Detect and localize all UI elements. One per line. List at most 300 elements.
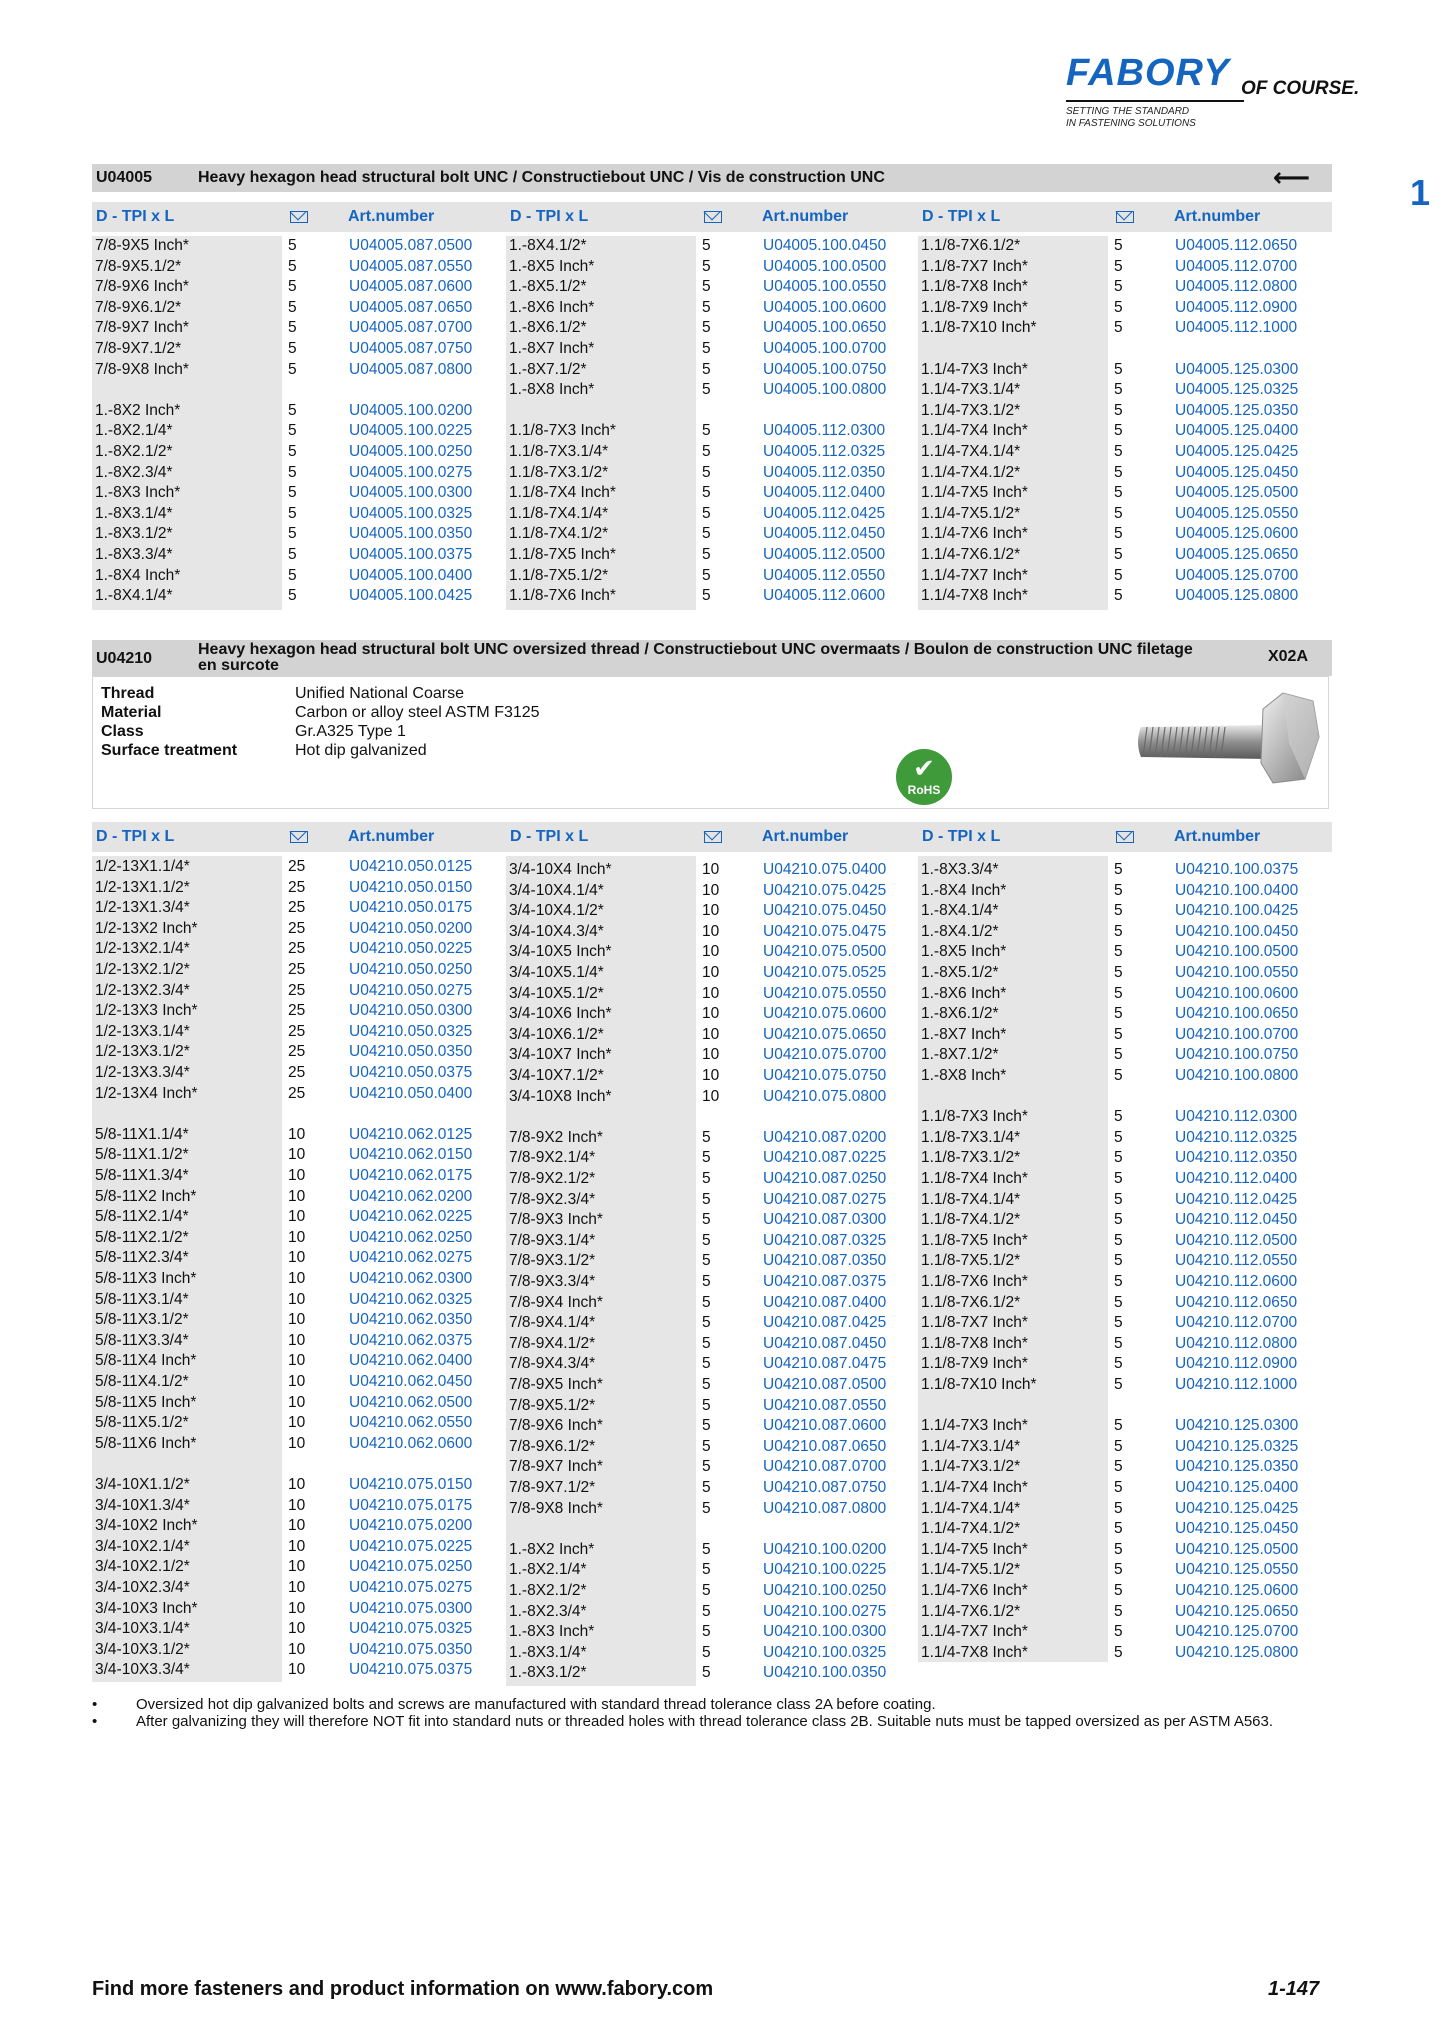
size-cell: 1/2-13X1.1/4* <box>95 858 190 875</box>
qty-cell: 5 <box>288 422 297 440</box>
article-number-link[interactable]: U04210.062.0200 <box>349 1187 473 1205</box>
qty-cell: 5 <box>702 443 711 460</box>
size-cell: 1.1/8-7X5 Inch* <box>921 1231 1028 1249</box>
qty-cell: 10 <box>288 1208 306 1226</box>
article-number-link[interactable]: U04210.062.0325 <box>349 1290 473 1308</box>
article-number-link[interactable]: U04210.087.0275 <box>763 1190 887 1208</box>
article-number-link[interactable]: U04210.062.0125 <box>349 1125 473 1143</box>
size-cell: 1.-8X2.3/4* <box>509 1602 587 1620</box>
size-cell: 1.-8X2.3/4* <box>95 463 173 481</box>
qty-cell: 5 <box>1114 1643 1123 1661</box>
qty-cell: 25 <box>288 940 306 958</box>
qty-cell: 10 <box>288 1496 306 1514</box>
article-number-link[interactable]: U04210.100.0225 <box>763 1561 887 1579</box>
rohs-label: RoHS <box>907 783 941 797</box>
article-number-link[interactable]: U04210.087.0450 <box>763 1334 887 1352</box>
section1-header <box>92 164 1332 192</box>
qty-cell: 5 <box>1114 422 1123 440</box>
article-number-link[interactable]: U04210.075.0650 <box>763 1025 887 1043</box>
qty-cell: 10 <box>288 1517 306 1535</box>
article-number-link[interactable]: U04005.125.0325 <box>1175 381 1299 399</box>
article-number-link[interactable]: U04210.062.0450 <box>349 1373 473 1390</box>
article-number-link[interactable]: U04005.112.0600 <box>763 587 886 605</box>
qty-cell: 5 <box>288 566 297 584</box>
qty-cell: 5 <box>702 257 711 275</box>
article-number-link[interactable]: U04005.125.0800 <box>1175 587 1299 605</box>
article-number-link[interactable]: U04210.112.0600 <box>1175 1273 1298 1290</box>
packaging-qty-icon <box>704 831 722 843</box>
article-number-link[interactable]: U04210.100.0600 <box>1175 984 1299 1002</box>
article-number-link[interactable]: U04210.100.0275 <box>763 1602 887 1620</box>
article-number-link[interactable]: U04210.112.1000 <box>1175 1376 1298 1393</box>
article-number-link[interactable]: U04210.100.0350 <box>763 1664 887 1682</box>
article-number-link[interactable]: U04210.112.0900 <box>1175 1355 1298 1373</box>
article-number-link[interactable]: U04005.112.0450 <box>763 525 886 543</box>
size-cell: 1/2-13X4 Inch* <box>95 1084 198 1102</box>
article-number-link[interactable]: U04210.112.0450 <box>1175 1211 1298 1229</box>
article-number-link[interactable]: U04005.112.0300 <box>763 422 886 440</box>
article-number-link[interactable]: U04005.112.0550 <box>763 566 886 584</box>
size-cell: 1.1/8-7X6 Inch* <box>921 1273 1028 1290</box>
article-number-link[interactable]: U04005.100.0650 <box>763 319 887 337</box>
article-number-link[interactable]: U04005.125.0425 <box>1175 443 1299 460</box>
article-number-link[interactable]: U04210.087.0600 <box>763 1417 887 1435</box>
qty-cell: 5 <box>702 1582 711 1599</box>
article-number-link[interactable]: U04210.100.0375 <box>1175 861 1299 878</box>
size-cell: 1.1/4-7X3.1/4* <box>921 381 1021 399</box>
article-number-link[interactable]: U04210.087.0325 <box>763 1231 887 1249</box>
qty-cell: 5 <box>288 443 297 460</box>
article-number-link[interactable]: U04210.050.0400 <box>349 1084 473 1102</box>
article-number-link[interactable]: U04210.125.0550 <box>1175 1561 1299 1579</box>
article-number-link[interactable]: U04210.062.0400 <box>349 1352 473 1370</box>
article-number-link[interactable]: U04005.100.0250 <box>349 443 473 460</box>
article-number-link[interactable]: U04210.087.0250 <box>763 1170 887 1187</box>
article-number-link[interactable]: U04210.050.0250 <box>349 961 473 978</box>
article-number-link[interactable]: U04210.125.0600 <box>1175 1582 1299 1599</box>
article-number-link[interactable]: U04210.050.0225 <box>349 940 473 958</box>
article-number-link[interactable]: U04210.100.0325 <box>763 1643 887 1661</box>
article-number-link[interactable]: U04005.112.0900 <box>1175 298 1298 316</box>
article-number-link[interactable]: U04210.062.0175 <box>349 1167 473 1184</box>
size-cell: 1.-8X3 Inch* <box>95 484 181 502</box>
article-number-link[interactable]: U04210.125.0800 <box>1175 1643 1299 1661</box>
article-number-link[interactable]: U04005.112.0425 <box>763 504 886 522</box>
size-cell: 7/8-9X5.1/2* <box>509 1396 596 1414</box>
size-cell: 1.1/8-7X5.1/2* <box>921 1252 1021 1270</box>
article-number-link[interactable]: U04210.087.0300 <box>763 1211 887 1229</box>
article-number-link[interactable]: U04005.100.0750 <box>763 360 887 378</box>
size-cell: 3/4-10X7.1/2* <box>509 1067 604 1084</box>
article-number-link[interactable]: U04210.050.0175 <box>349 899 473 917</box>
article-number-link[interactable]: U04005.112.0325 <box>763 443 886 460</box>
article-number-link[interactable]: U04210.050.0275 <box>349 981 473 999</box>
article-number-link[interactable]: U04210.100.0650 <box>1175 1005 1299 1023</box>
article-number-link[interactable]: U04210.075.0325 <box>349 1620 473 1638</box>
size-cell: 1.-8X6 Inch* <box>921 984 1007 1002</box>
article-number-link[interactable]: U04210.075.0750 <box>763 1067 887 1084</box>
article-number-link[interactable]: U04210.087.0400 <box>763 1293 887 1311</box>
article-number-link[interactable]: U04210.100.0450 <box>1175 922 1299 940</box>
size-cell: 1.1/4-7X4 Inch* <box>921 422 1028 440</box>
article-number-link[interactable]: U04210.062.0375 <box>349 1331 473 1349</box>
article-number-link[interactable]: U04210.125.0425 <box>1175 1499 1299 1517</box>
article-number-link[interactable]: U04005.100.0350 <box>349 525 473 543</box>
qty-cell: 5 <box>702 1211 711 1229</box>
article-number-link[interactable]: U04210.112.0325 <box>1175 1128 1298 1146</box>
article-number-link[interactable]: U04005.087.0800 <box>349 360 473 378</box>
article-number-link[interactable]: U04210.050.0350 <box>349 1043 473 1061</box>
article-number-link[interactable]: U04210.112.0700 <box>1175 1314 1298 1332</box>
article-number-link[interactable]: U04005.112.0700 <box>1175 257 1298 275</box>
size-cell: 1.1/4-7X3.1/2* <box>921 1458 1021 1476</box>
article-number-link[interactable]: U04210.075.0350 <box>349 1640 473 1658</box>
size-cell: 7/8-9X6 Inch* <box>95 278 189 296</box>
article-number-link[interactable]: U04005.112.0800 <box>1175 278 1298 296</box>
qty-cell: 5 <box>1114 298 1123 316</box>
article-number-link[interactable]: U04210.125.0500 <box>1175 1540 1299 1558</box>
article-number-link[interactable]: U04210.062.0500 <box>349 1393 473 1411</box>
article-number-link[interactable]: U04210.087.0200 <box>763 1128 887 1146</box>
article-number-link[interactable]: U04005.100.0200 <box>349 401 473 419</box>
qty-cell: 5 <box>288 401 297 419</box>
article-number-link[interactable]: U04210.075.0225 <box>349 1537 473 1555</box>
qty-cell: 5 <box>702 1376 711 1393</box>
article-number-link[interactable]: U04210.050.0125 <box>349 858 473 875</box>
article-number-link[interactable]: U04210.100.0550 <box>1175 964 1299 981</box>
hex-bolt-image <box>1133 687 1323 797</box>
article-number-link[interactable]: U04210.100.0800 <box>1175 1067 1299 1084</box>
article-number-link[interactable]: U04210.050.0200 <box>349 919 473 937</box>
size-cell: 1.-8X2.1/2* <box>95 443 173 460</box>
qty-cell: 25 <box>288 961 306 978</box>
size-cell: 1.-8X7.1/2* <box>921 1046 999 1064</box>
article-number-link[interactable]: U04210.050.0325 <box>349 1022 473 1040</box>
article-number-link[interactable]: U04210.075.0500 <box>763 943 887 961</box>
footer-link-text[interactable]: Find more fasteners and product information on www.fabory.com <box>92 1978 714 2000</box>
size-cell: 1.-8X8 Inch* <box>509 381 595 399</box>
size-cell: 7/8-9X7.1/2* <box>509 1479 596 1496</box>
article-number-link[interactable]: U04210.125.0450 <box>1175 1520 1299 1538</box>
article-number-link[interactable]: U04210.062.0150 <box>349 1146 473 1164</box>
size-cell: 7/8-9X7 Inch* <box>509 1458 603 1476</box>
article-number-link[interactable]: U04005.100.0800 <box>763 381 887 399</box>
article-number-link[interactable]: U04210.100.0700 <box>1175 1025 1299 1043</box>
article-number-link[interactable]: U04210.112.0650 <box>1175 1293 1298 1311</box>
article-number-link[interactable]: U04210.075.0150 <box>349 1476 473 1493</box>
qty-cell: 10 <box>288 1249 306 1267</box>
size-cell: 1.-8X3 Inch* <box>509 1623 595 1641</box>
article-number-link[interactable]: U04210.062.0600 <box>349 1434 473 1452</box>
article-number-link[interactable]: U04210.087.0500 <box>763 1376 887 1393</box>
article-number-link[interactable]: U04210.062.0250 <box>349 1228 473 1246</box>
size-cell: 1.1/8-7X6 Inch* <box>509 587 616 605</box>
article-number-link[interactable]: U04005.087.0600 <box>349 278 473 296</box>
size-cell: 7/8-9X4.3/4* <box>509 1355 596 1373</box>
qty-cell: 5 <box>1114 1314 1123 1332</box>
article-number-link[interactable]: U04210.087.0375 <box>763 1273 887 1290</box>
article-number-link[interactable]: U04210.075.0300 <box>349 1599 473 1617</box>
qty-cell: 10 <box>702 902 720 920</box>
article-number-link[interactable]: U04210.112.0500 <box>1175 1231 1298 1249</box>
article-number-link[interactable]: U04005.125.0550 <box>1175 504 1299 522</box>
article-number-link[interactable]: U04210.075.0425 <box>763 881 887 899</box>
article-number-link[interactable]: U04005.100.0400 <box>349 566 473 584</box>
article-number-link[interactable]: U04210.100.0425 <box>1175 902 1299 920</box>
qty-cell: 5 <box>702 237 711 254</box>
article-number-link[interactable]: U04210.062.0225 <box>349 1208 473 1226</box>
qty-cell: 5 <box>1114 902 1123 920</box>
back-arrow-icon[interactable]: ⟵ <box>1272 162 1310 192</box>
size-cell: 1.-8X3.1/2* <box>509 1664 587 1682</box>
section2-code: U04210 <box>96 650 153 667</box>
size-cell: 1.1/4-7X5.1/2* <box>921 504 1021 522</box>
qty-cell: 5 <box>702 319 711 337</box>
size-cell: 1.-8X4.1/4* <box>95 587 173 605</box>
size-cell: 7/8-9X4.1/4* <box>509 1314 596 1332</box>
article-number-link[interactable]: U04210.100.0250 <box>763 1582 887 1599</box>
article-number-link[interactable]: U04210.112.0300 <box>1175 1108 1298 1126</box>
article-number-link[interactable]: U04005.087.0700 <box>349 319 473 337</box>
article-number-link[interactable]: U04210.087.0550 <box>763 1396 887 1414</box>
article-number-link[interactable]: U04005.125.0400 <box>1175 422 1299 440</box>
size-cell: 1.1/4-7X5 Inch* <box>921 484 1028 502</box>
article-number-link[interactable]: U04210.050.0375 <box>349 1064 473 1081</box>
qty-cell: 25 <box>288 1064 306 1081</box>
qty-cell: 5 <box>1114 1025 1123 1043</box>
packaging-qty-icon <box>290 831 308 843</box>
article-number-link[interactable]: U04210.087.0475 <box>763 1355 887 1373</box>
article-number-link[interactable]: U04005.125.0450 <box>1175 463 1299 481</box>
article-number-link[interactable]: U04210.100.0750 <box>1175 1046 1299 1064</box>
article-number-link[interactable]: U04210.087.0750 <box>763 1479 887 1496</box>
article-number-link[interactable]: U04005.100.0225 <box>349 422 473 440</box>
article-number-link[interactable]: U04005.087.0500 <box>349 237 473 254</box>
size-cell: 3/4-10X4 Inch* <box>509 861 612 878</box>
article-number-link[interactable]: U04210.075.0200 <box>349 1517 473 1535</box>
qty-cell: 10 <box>702 861 720 878</box>
article-number-link[interactable]: U04210.125.0400 <box>1175 1479 1299 1496</box>
qty-cell: 5 <box>1114 1005 1123 1023</box>
article-number-link[interactable]: U04210.062.0550 <box>349 1414 473 1432</box>
article-number-link[interactable]: U04210.125.0300 <box>1175 1417 1299 1435</box>
article-number-link[interactable]: U04210.075.0375 <box>349 1661 473 1679</box>
qty-cell: 10 <box>702 922 720 940</box>
qty-cell: 10 <box>288 1331 306 1349</box>
article-number-link[interactable]: U04005.125.0700 <box>1175 566 1299 584</box>
size-cell: 7/8-9X4.1/2* <box>509 1334 596 1352</box>
qty-cell: 5 <box>1114 861 1123 878</box>
qty-cell: 5 <box>1114 566 1123 584</box>
article-number-link[interactable]: U04210.062.0275 <box>349 1249 473 1267</box>
article-number-link[interactable]: U04210.075.0450 <box>763 902 887 920</box>
qty-cell: 10 <box>288 1228 306 1246</box>
article-number-link[interactable]: U04210.087.0225 <box>763 1149 887 1167</box>
size-cell: 7/8-9X6.1/2* <box>95 298 182 316</box>
article-number-link[interactable]: U04005.100.0600 <box>763 298 887 316</box>
size-cell: 7/8-9X2.3/4* <box>509 1190 596 1208</box>
article-number-link[interactable]: U04210.087.0800 <box>763 1499 887 1517</box>
article-number-link[interactable]: U04005.125.0650 <box>1175 546 1299 563</box>
size-cell: 1.1/4-7X6 Inch* <box>921 1582 1028 1599</box>
article-number-link[interactable]: U04210.075.0525 <box>763 964 887 981</box>
size-cell: 1.-8X8 Inch* <box>921 1067 1007 1084</box>
qty-cell: 10 <box>702 1087 720 1105</box>
size-cell: 1.-8X7.1/2* <box>509 360 587 378</box>
qty-cell: 5 <box>1114 1067 1123 1084</box>
qty-cell: 5 <box>1114 1273 1123 1290</box>
size-cell: 1.-8X4.1/4* <box>921 902 999 920</box>
size-cell: 5/8-11X6 Inch* <box>95 1434 197 1452</box>
size-cell: 1.1/8-7X3.1/4* <box>921 1128 1021 1146</box>
qty-cell: 5 <box>1114 278 1123 296</box>
qty-cell: 5 <box>702 1355 711 1373</box>
article-number-link[interactable]: U04210.100.0400 <box>1175 881 1299 899</box>
size-cell: 7/8-9X2 Inch* <box>509 1128 603 1146</box>
spec-value: Hot dip galvanized <box>295 742 427 759</box>
qty-cell: 25 <box>288 981 306 999</box>
article-number-link[interactable]: U04005.112.1000 <box>1175 319 1298 337</box>
qty-cell: 5 <box>702 1170 711 1187</box>
qty-cell: 5 <box>288 319 297 337</box>
article-number-link[interactable]: U04210.062.0350 <box>349 1311 473 1329</box>
article-number-link[interactable]: U04005.112.0500 <box>763 546 886 563</box>
size-cell: 1.1/4-7X7 Inch* <box>921 1623 1028 1641</box>
article-number-link[interactable]: U04005.100.0275 <box>349 463 473 481</box>
size-cell: 1.-8X4 Inch* <box>95 566 181 584</box>
size-cell: 1/2-13X3.3/4* <box>95 1064 190 1081</box>
qty-cell: 5 <box>702 381 711 399</box>
article-number-link[interactable]: U04210.075.0800 <box>763 1087 887 1105</box>
check-icon: ✔ <box>913 753 935 783</box>
qty-cell: 5 <box>1114 381 1123 399</box>
size-cell: 1.-8X5 Inch* <box>921 943 1007 961</box>
col-header-d: D - TPI x L <box>922 208 1001 225</box>
article-number-link[interactable]: U04210.075.0550 <box>763 984 887 1002</box>
article-number-link[interactable]: U04005.125.0500 <box>1175 484 1299 502</box>
size-cell: 7/8-9X4 Inch* <box>509 1293 603 1311</box>
article-number-link[interactable]: U04210.112.0800 <box>1175 1334 1298 1352</box>
qty-cell: 5 <box>702 1314 711 1332</box>
article-number-link[interactable]: U04005.100.0325 <box>349 504 473 522</box>
article-number-link[interactable]: U04210.087.0700 <box>763 1458 887 1476</box>
article-number-link[interactable]: U04005.112.0400 <box>763 484 886 502</box>
article-number-link[interactable]: U04210.125.0325 <box>1175 1437 1299 1455</box>
article-number-link[interactable]: U04210.050.0150 <box>349 878 473 896</box>
qty-cell: 5 <box>1114 587 1123 605</box>
article-number-link[interactable]: U04210.112.0425 <box>1175 1190 1298 1208</box>
article-number-link[interactable]: U04210.075.0700 <box>763 1046 887 1064</box>
size-cell: 1.1/4-7X3 Inch* <box>921 1417 1028 1435</box>
size-cell: 3/4-10X3 Inch* <box>95 1599 198 1617</box>
size-cell: 7/8-9X3.1/4* <box>509 1231 596 1249</box>
article-number-link[interactable]: U04005.100.0550 <box>763 278 887 296</box>
tagline-line-1: SETTING THE STANDARD <box>1066 106 1190 117</box>
article-number-link[interactable]: U04210.100.0500 <box>1175 943 1299 961</box>
size-cell: 5/8-11X3.3/4* <box>95 1331 189 1349</box>
article-number-link[interactable]: U04005.087.0550 <box>349 257 473 275</box>
article-number-link[interactable]: U04210.087.0425 <box>763 1314 887 1332</box>
article-number-link[interactable]: U04210.075.0275 <box>349 1579 473 1596</box>
article-number-link[interactable]: U04005.100.0425 <box>349 587 473 605</box>
size-cell: 1.1/4-7X7 Inch* <box>921 566 1028 584</box>
qty-cell: 5 <box>1114 881 1123 899</box>
size-cell: 5/8-11X5.1/2* <box>95 1414 189 1432</box>
qty-cell: 5 <box>1114 1561 1123 1579</box>
article-number-link[interactable]: U04210.075.0600 <box>763 1005 887 1023</box>
qty-cell: 5 <box>1114 964 1123 981</box>
size-cell: 1.1/8-7X6.1/2* <box>921 237 1021 254</box>
article-number-link[interactable]: U04210.112.0400 <box>1175 1170 1298 1187</box>
article-number-link[interactable]: U04210.125.0650 <box>1175 1602 1299 1620</box>
brand-slogan: OF COURSE. <box>1241 78 1360 99</box>
size-cell: 3/4-10X4.3/4* <box>509 922 604 940</box>
qty-cell: 5 <box>1114 237 1123 254</box>
article-number-link[interactable]: U04005.100.0700 <box>763 340 887 357</box>
article-number-link[interactable]: U04210.062.0300 <box>349 1270 473 1287</box>
article-number-link[interactable]: U04210.125.0350 <box>1175 1458 1299 1476</box>
qty-cell: 25 <box>288 919 306 937</box>
size-cell: 5/8-11X2 Inch* <box>95 1187 197 1205</box>
article-number-link[interactable]: U04005.125.0600 <box>1175 525 1299 543</box>
article-number-link[interactable]: U04210.087.0650 <box>763 1437 887 1455</box>
qty-cell: 10 <box>288 1579 306 1596</box>
article-number-link[interactable]: U04005.100.0375 <box>349 546 473 563</box>
spec-value: Carbon or alloy steel ASTM F3125 <box>295 704 540 721</box>
article-number-link[interactable]: U04210.075.0400 <box>763 861 887 878</box>
article-number-link[interactable]: U04210.087.0350 <box>763 1252 887 1270</box>
tagline-line-2: IN FASTENING SOLUTIONS <box>1066 118 1196 129</box>
size-cell: 1.-8X7 Inch* <box>921 1025 1007 1043</box>
size-cell: 7/8-9X5 Inch* <box>95 237 189 254</box>
article-number-link[interactable]: U04210.075.0475 <box>763 922 887 940</box>
article-number-link[interactable]: U04005.100.0450 <box>763 237 887 254</box>
article-number-link[interactable]: U04210.075.0175 <box>349 1496 473 1514</box>
size-cell: 1.-8X2.1/4* <box>95 422 173 440</box>
qty-cell: 5 <box>702 1293 711 1311</box>
article-number-link[interactable]: U04005.100.0500 <box>763 257 887 275</box>
qty-cell: 5 <box>1114 1293 1123 1311</box>
article-number-link[interactable]: U04210.100.0300 <box>763 1623 887 1641</box>
qty-cell: 5 <box>1114 1128 1123 1146</box>
article-number-link[interactable]: U04005.125.0300 <box>1175 360 1299 378</box>
brand-name: FABORY <box>1066 52 1230 94</box>
size-cell: 1.1/4-7X8 Inch* <box>921 587 1028 605</box>
qty-cell: 5 <box>702 1623 711 1641</box>
qty-cell: 5 <box>1114 463 1123 481</box>
section2-badge: X02A <box>1267 648 1308 665</box>
col-header-art: Art.number <box>348 828 435 845</box>
article-number-link[interactable]: U04005.125.0350 <box>1175 401 1299 419</box>
article-number-link[interactable]: U04005.087.0750 <box>349 340 473 357</box>
article-number-link[interactable]: U04210.112.0550 <box>1175 1252 1298 1270</box>
article-number-link[interactable]: U04210.050.0300 <box>349 1002 473 1020</box>
article-number-link[interactable]: U04005.112.0350 <box>763 463 886 481</box>
article-number-link[interactable]: U04005.087.0650 <box>349 298 473 316</box>
article-number-link[interactable]: U04210.100.0200 <box>763 1540 887 1558</box>
section1-title: Heavy hexagon head structural bolt UNC / Constructiebout UNC / Vis de construction UNC <box>198 169 885 186</box>
qty-cell: 5 <box>288 463 297 481</box>
size-cell: 1.-8X5.1/2* <box>921 964 999 981</box>
qty-cell: 10 <box>288 1167 306 1184</box>
article-number-link[interactable]: U04210.125.0700 <box>1175 1623 1299 1641</box>
qty-cell: 10 <box>288 1434 306 1452</box>
size-cell: 3/4-10X2 Inch* <box>95 1517 198 1535</box>
article-number-link[interactable]: U04210.075.0250 <box>349 1558 473 1576</box>
article-number-link[interactable]: U04005.112.0650 <box>1175 237 1298 254</box>
article-number-link[interactable]: U04005.100.0300 <box>349 484 473 502</box>
article-number-link[interactable]: U04210.112.0350 <box>1175 1149 1298 1167</box>
